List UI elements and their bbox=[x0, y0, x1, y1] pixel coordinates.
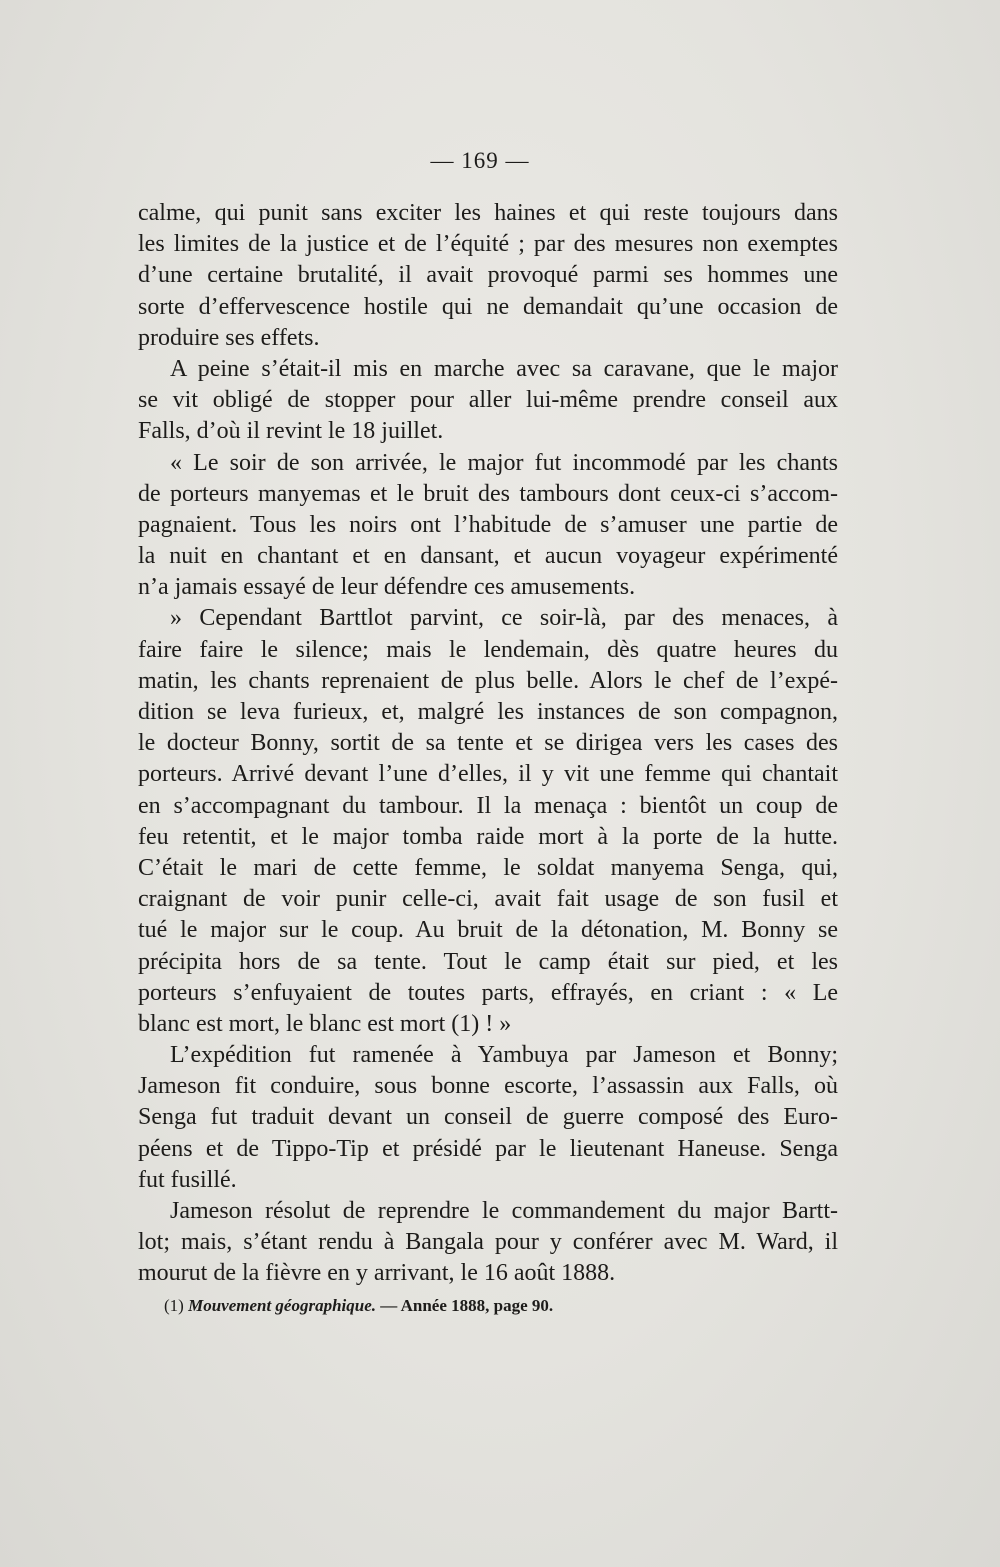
text-line: calme, qui punit sans exciter les haines et qui reste toujours dans bbox=[138, 200, 838, 226]
text-line: de porteurs manyemas et le bruit des tambours dont ceux-ci s’accom- bbox=[138, 480, 838, 507]
text-line: L’expédition fut ramenée à Yambuya par Jameson et Bonny; bbox=[170, 1042, 838, 1069]
text-line: tué le major sur le coup. Au bruit de la détonation, M. Bonny se bbox=[138, 917, 838, 944]
text-line: mourut de la fièvre en y arrivant, le 16 août 1888. bbox=[138, 1260, 616, 1287]
text-line: d’une certaine brutalité, il avait provoqué parmi ses hommes une bbox=[138, 262, 838, 289]
text-line: feu retentit, et le major tomba raide mort à la porte de la hutte. bbox=[138, 823, 838, 850]
text-line: « Le soir de son arrivée, le major fut incommodé par les chants bbox=[170, 449, 838, 476]
text-line: produire ses effets. bbox=[138, 324, 320, 351]
text-line: porteurs s’enfuyaient de toutes parts, effrayés, en criant : « Le bbox=[138, 979, 838, 1006]
footnote-marker: (1) bbox=[164, 1295, 184, 1315]
text-line: A peine s’était-il mis en marche avec sa caravane, que le major bbox=[170, 355, 838, 382]
text-line: dition se leva furieux, et, malgré les instances de son compagnon, bbox=[138, 699, 838, 725]
text-line: en s’accompagnant du tambour. Il la menaça : bientôt un coup de bbox=[138, 792, 838, 819]
text-line: C’était le mari de cette femme, le soldat manyema Senga, qui, bbox=[138, 854, 838, 881]
footnote-source-title: Mouvement géographique. bbox=[188, 1295, 377, 1315]
text-line: faire faire le silence; mais le lendemain, dès quatre heures du bbox=[138, 636, 838, 663]
footnote-source-detail: — Année 1888, page 90. bbox=[380, 1295, 554, 1315]
text-line: pagnaient. Tous les noirs ont l’habitude de s’amuser une partie de bbox=[138, 511, 838, 538]
body-text bbox=[138, 198, 838, 1318]
text-line: Jameson fit conduire, sous bonne escorte, l’assassin aux Falls, où bbox=[138, 1073, 838, 1100]
text-line: Jameson résolut de reprendre le commandement du major Bartt- bbox=[170, 1198, 838, 1224]
text-line: la nuit en chantant et en dansant, et aucun voyageur expérimenté bbox=[138, 543, 838, 570]
text-line: lot; mais, s’étant rendu à Bangala pour y conférer avec M. Ward, il bbox=[138, 1229, 838, 1256]
text-line: les limites de la justice et de l’équité ; par des mesures non exemptes bbox=[138, 231, 838, 258]
text-line: matin, les chants reprenaient de plus belle. Alors le chef de l’expé- bbox=[138, 667, 838, 694]
text-line: sorte d’effervescence hostile qui ne demandait qu’une occasion de bbox=[138, 293, 838, 320]
text-line: se vit obligé de stopper pour aller lui-même prendre conseil aux bbox=[138, 387, 838, 414]
text-line: précipita hors de sa tente. Tout le camp était sur pied, et les bbox=[138, 948, 838, 975]
text-line: craignant de voir punir celle-ci, avait fait usage de son fusil et bbox=[138, 886, 838, 913]
text-line: n’a jamais essayé de leur défendre ces amusements. bbox=[138, 574, 636, 601]
text-line: » Cependant Barttlot parvint, ce soir-là, par des menaces, à bbox=[170, 605, 838, 632]
footnote bbox=[138, 1294, 838, 1318]
text-line: fut fusillé. bbox=[138, 1166, 237, 1193]
text-line: Falls, d’où il revint le 18 juillet. bbox=[138, 418, 444, 445]
page-number: — 169 — bbox=[430, 148, 530, 173]
text-line: péens et de Tippo-Tip et présidé par le lieutenant Haneuse. Senga bbox=[138, 1135, 838, 1162]
text-line: porteurs. Arrivé devant l’une d’elles, il y vit une femme qui chantait bbox=[138, 761, 838, 788]
text-line: Senga fut traduit devant un conseil de guerre composé des Euro- bbox=[138, 1104, 838, 1131]
text-line: le docteur Bonny, sortit de sa tente et se dirigea vers les cases des bbox=[138, 730, 838, 757]
text-line: blanc est mort, le blanc est mort (1) ! » bbox=[138, 1010, 512, 1037]
